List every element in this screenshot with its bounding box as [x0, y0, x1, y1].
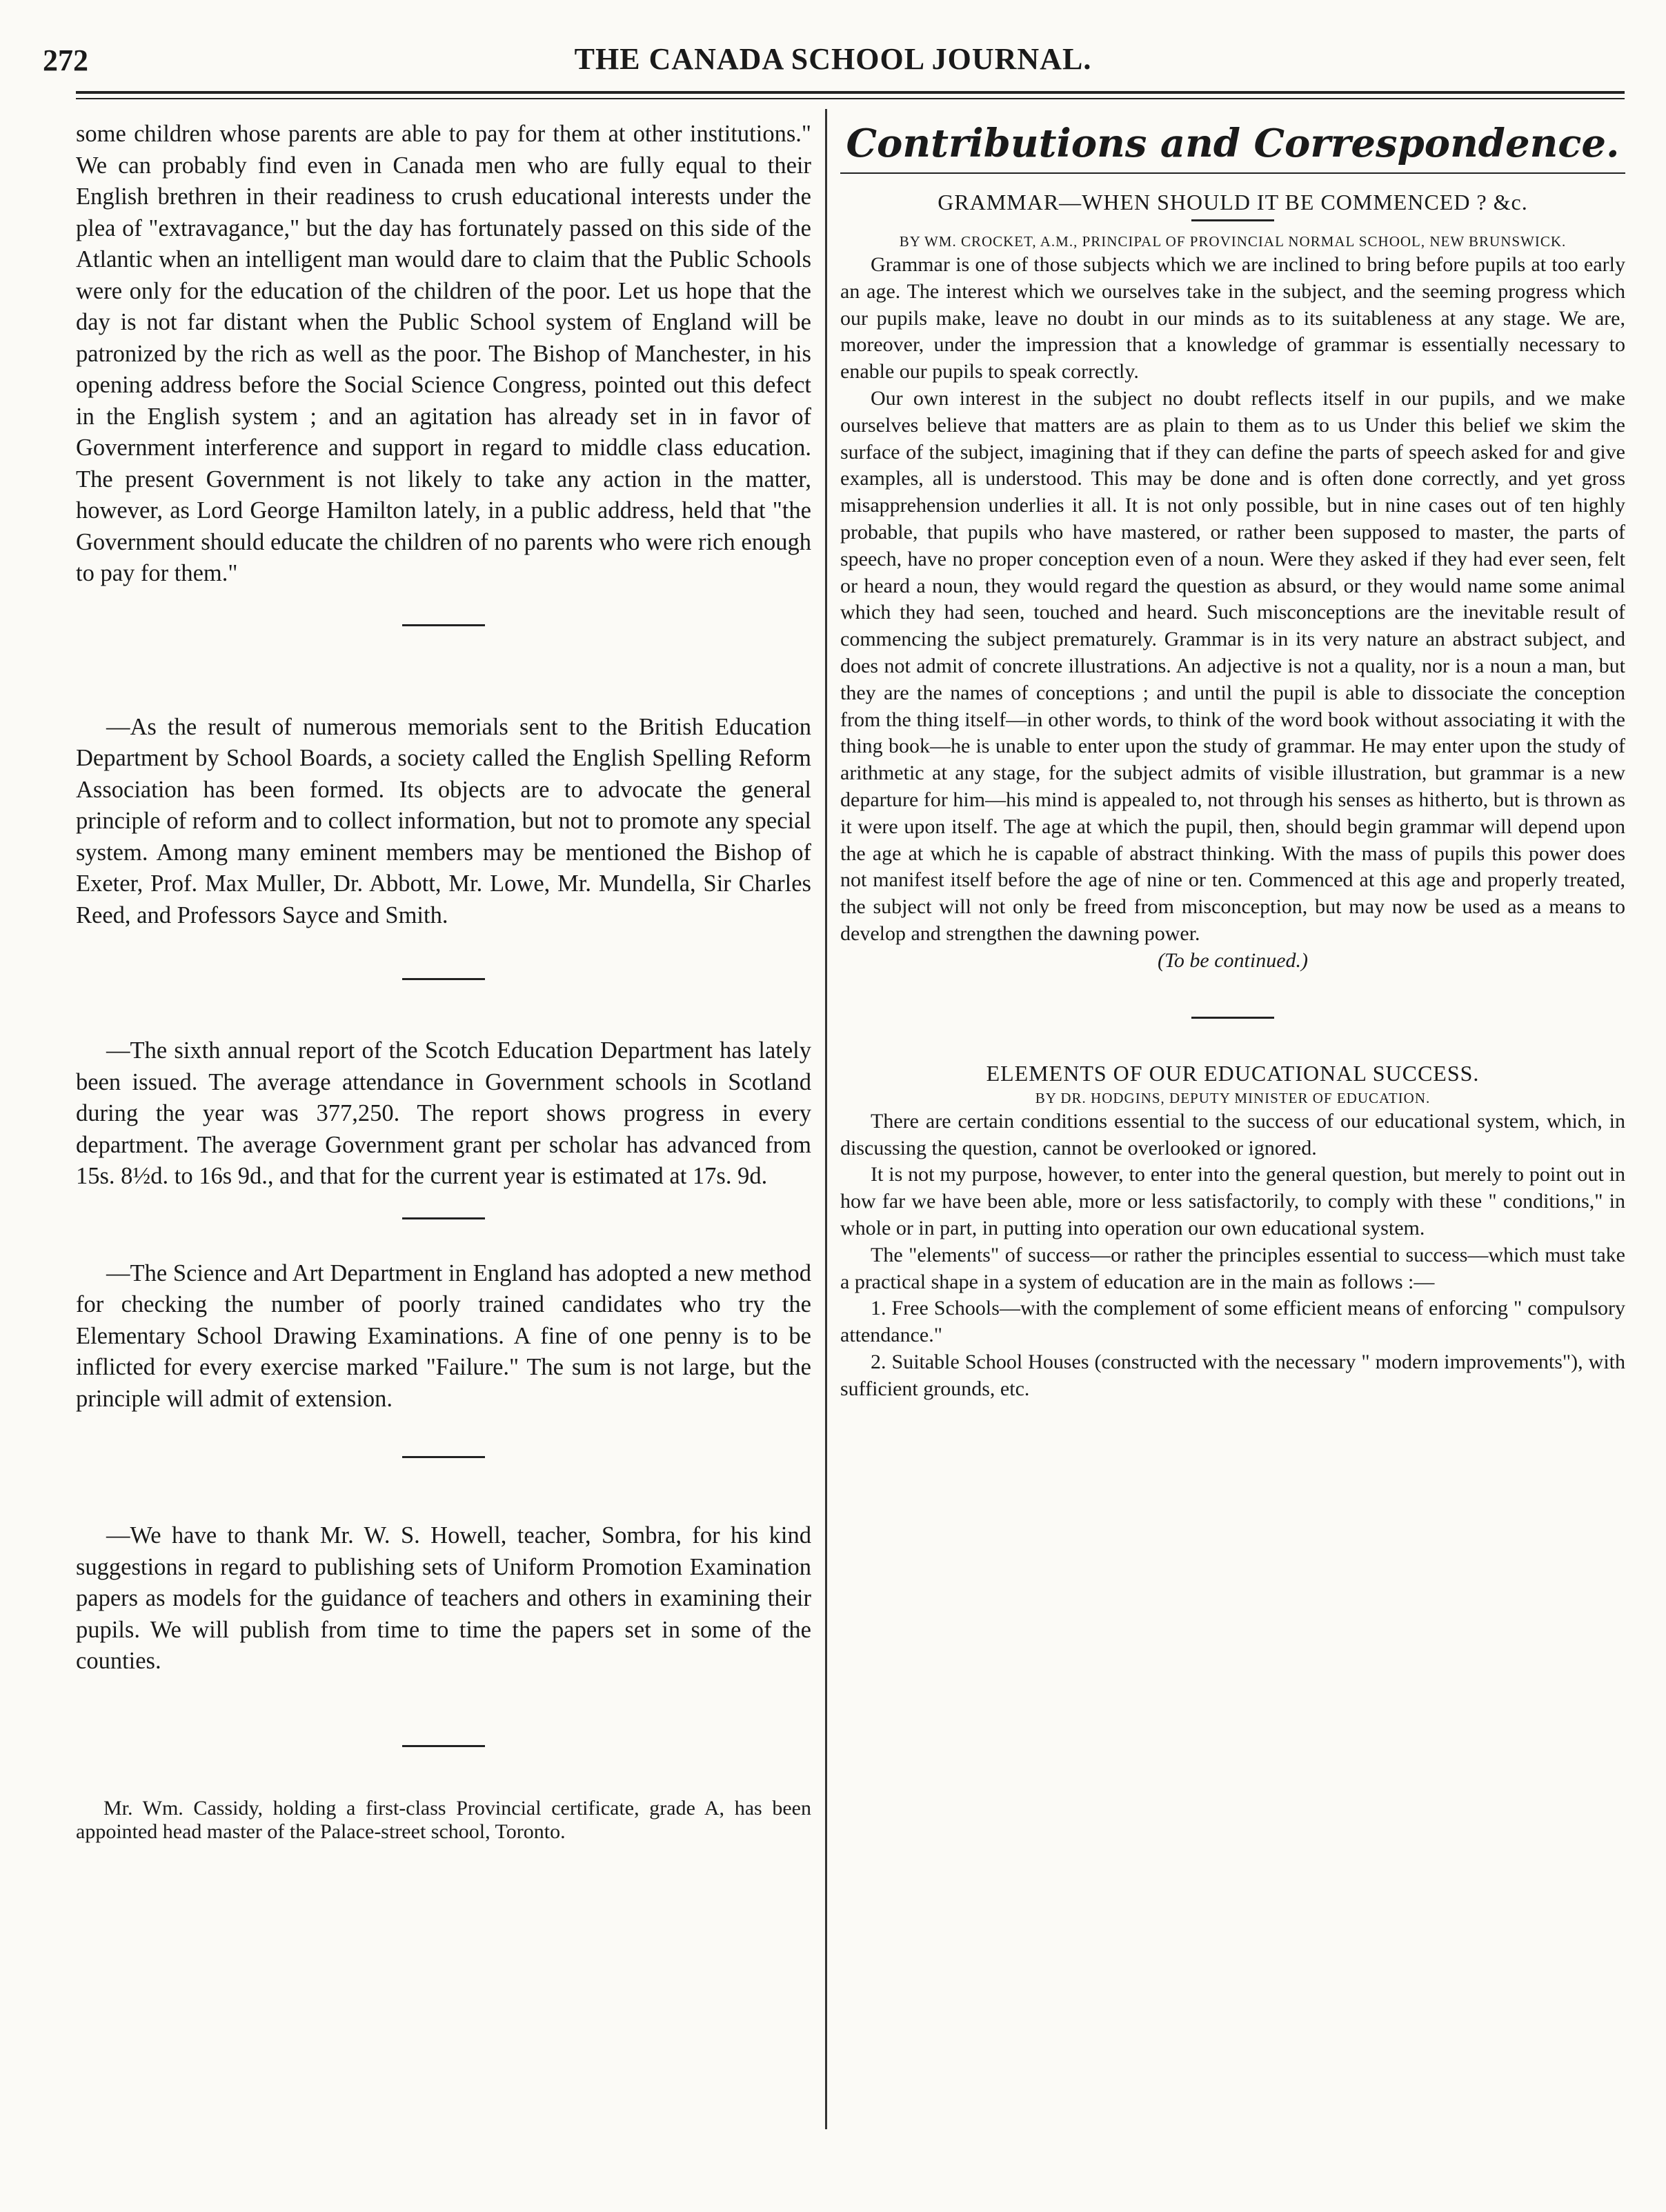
separator-rule [402, 1745, 485, 1747]
column-divider [825, 109, 827, 2129]
separator-rule [1191, 1017, 1274, 1019]
running-head: THE CANADA SCHOOL JOURNAL. [574, 42, 1092, 76]
grammar-paragraph-1: Grammar is one of those subjects which we are inclined to bring before pupils at too early an age. The interest which we ourselves take in the subject, and the seeming progress which our pupils make, leave no doubt in our minds as to its suitableness at any stage. We are, moreover, under the impression that a knowledge of grammar is essentially necessary to enable our pupils to speak correctly. [840, 253, 1625, 383]
article-title-elements: ELEMENTS OF OUR EDUCATIONAL SUCCESS. [986, 1060, 1480, 1086]
page-number: 272 [43, 43, 88, 77]
byline-crocket: BY WM. CROCKET, A.M., PRINCIPAL OF PROVINCIAL NORMAL SCHOOL, NEW BRUNSWICK. [899, 233, 1567, 250]
right-column [840, 119, 1625, 1402]
byline-hodgins: BY DR. HODGINS, DEPUTY MINISTER OF EDUCATION. [1035, 1089, 1431, 1106]
article-title-grammar: GRAMMAR—WHEN SHOULD IT BE COMMENCED ? &c. [938, 190, 1528, 215]
separator-rule [402, 1456, 485, 1458]
to-be-continued: (To be continued.) [1157, 948, 1309, 972]
elements-paragraph-2: It is not my purpose, however, to enter into the general question, but merely to point out in how far we have been able, more or less satisfactorily, to comply with these " conditions," in whole or in part, in putting into operation our own educational system. [840, 1163, 1625, 1239]
department-header: Contributions and Correspondence. [846, 121, 1620, 166]
separator-rule [1191, 219, 1274, 221]
elements-list-item-2: 2. Suitable School Houses (constructed with the necessary " modern improvements"), with sufficient grounds, etc. [840, 1350, 1625, 1400]
paragraph-continued: some children whose parents are able to pay for them at other institutions." We can probably find even in Canada men who are fully equal to their English brethren in their readiness to crush educational interests under the plea of "extravagance," but the day has fortunately passed on this side of the Atlantic when an intelligent man would dare to claim that the Public Schools were only for the education of the children of the poor. Let us hope that the day is not far distant when the Public School system of England will be patronized by the rich as well as the poor. The Bishop of Manchester, in his opening address before the Social Science Congress, pointed out this defect in the English system ; and an agitation has already set in in favor of Government interference and support in regard to middle class education. The present Government is not likely to take any action in the matter, however, as Lord George Hamilton lately, in a public address, held that "the Government should educate the children of no parents who were rich enough to pay for them." [76, 121, 811, 586]
elements-paragraph-1: There are certain conditions essential to the success of our educational system, which, in discussing the question, cannot be overlooked or ignored. [840, 1109, 1625, 1159]
paragraph-science-art: —The Science and Art Department in England has adopted a new method for checking the number of poorly trained candidates who try the Elementary School Drawing Examinations. A fine of one penny is to be inflicted for every exercise marked "Failure." The sum is not large, but the principle will admit of extension. [76, 1259, 811, 1412]
paragraph-cassidy-note: Mr. Wm. Cassidy, holding a first-class Provincial certificate, grade A, has been appointed head master of the Palace-street school, Toronto. [76, 1796, 811, 1843]
separator-rule [402, 624, 485, 626]
left-column [76, 119, 811, 1844]
elements-list-item-1: 1. Free Schools—with the complement of some efficient means of enforcing " compulsory attendance." [840, 1297, 1625, 1347]
header-rule-thin [76, 98, 1625, 99]
separator-rule [402, 978, 485, 980]
paragraph-scotch-report: —The sixth annual report of the Scotch Education Department has lately been issued. The average attendance in Government schools in Scotland during the year was 377,250. The report shows progress in every department. The average Government grant per scholar has advanced from 15s. 8½d. to 16s 9d., and that for the current year is estimated at 17s. 9d. [76, 1037, 811, 1189]
separator-rule [402, 1217, 485, 1219]
department-rule [840, 172, 1625, 174]
grammar-paragraph-2: Our own interest in the subject no doubt reflects itself in our pupils, and we make ourselves believe that matters are as plain to them as to us Under this belief we skim the surface of the subject, imagining that if they can define the parts of speech asked for and give examples, all is understood. This may be done and is often done correctly, and yet gross misapprehension underlies it all. It is not only possible, but in nine cases out of ten highly probable, that pupils who have mastered, or rather been supposed to master, the parts of speech, have no proper conception even of a noun. Were they asked if they had ever seen, felt or heard a noun, they would regard the question as absurd, or they would name some animal which they had seen, touched and heard. Such misconceptions are the inevitable result of commencing the subject prematurely. Grammar is in its very nature an abstract subject, and does not admit of concrete illustrations. An adjective is not a quality, nor is a noun a man, but they are the names of conceptions ; and until the pupil is able to dissociate the conception from the thing itself—in other words, to think of the word book without associating it with the thing book—he is unable to enter upon the study of grammar. He may enter upon the study of arithmetic at any stage, for the subject admits of visible illustration, but grammar is a new departure for him—his mind is appealed to, not through his senses as hitherto, but is thrown as it were upon itself. The age at which the pupil, then, should begin grammar will depend upon the age at which he is capable of abstract thinking. With the mass of pupils this power does not manifest itself before the age of nine or ten. Commenced at this age and properly treated, the subject will not only be freed from misconception, but may now be used as a means to develop and strengthen the dawning power. [840, 386, 1625, 945]
paragraph-spelling-reform: —As the result of numerous memorials sent to the British Education Department by School Boards, a society called the English Spelling Reform Association has been formed. Its objects are to advocate the general principle of reform and to collect information, but not to promote any special system. Among many eminent members may be mentioned the Bishop of Exeter, Prof. Max Muller, Dr. Abbott, Mr. Lowe, Mr. Mundella, Sir Charles Reed, and Professors Sayce and Smith. [76, 713, 811, 928]
paragraph-howell: —We have to thank Mr. W. S. Howell, teacher, Sombra, for his kind suggestions in regard to publishing sets of Uniform Promotion Examination papers as models for the guidance of teachers and others in examining their pupils. We will publish from time to time the papers set in some of the counties. [76, 1522, 811, 1674]
header-rule-thick [76, 91, 1625, 94]
elements-paragraph-3: The "elements" of success—or rather the principles essential to success—which must take a practical shape in a system of education are in the main as follows :— [840, 1243, 1625, 1293]
